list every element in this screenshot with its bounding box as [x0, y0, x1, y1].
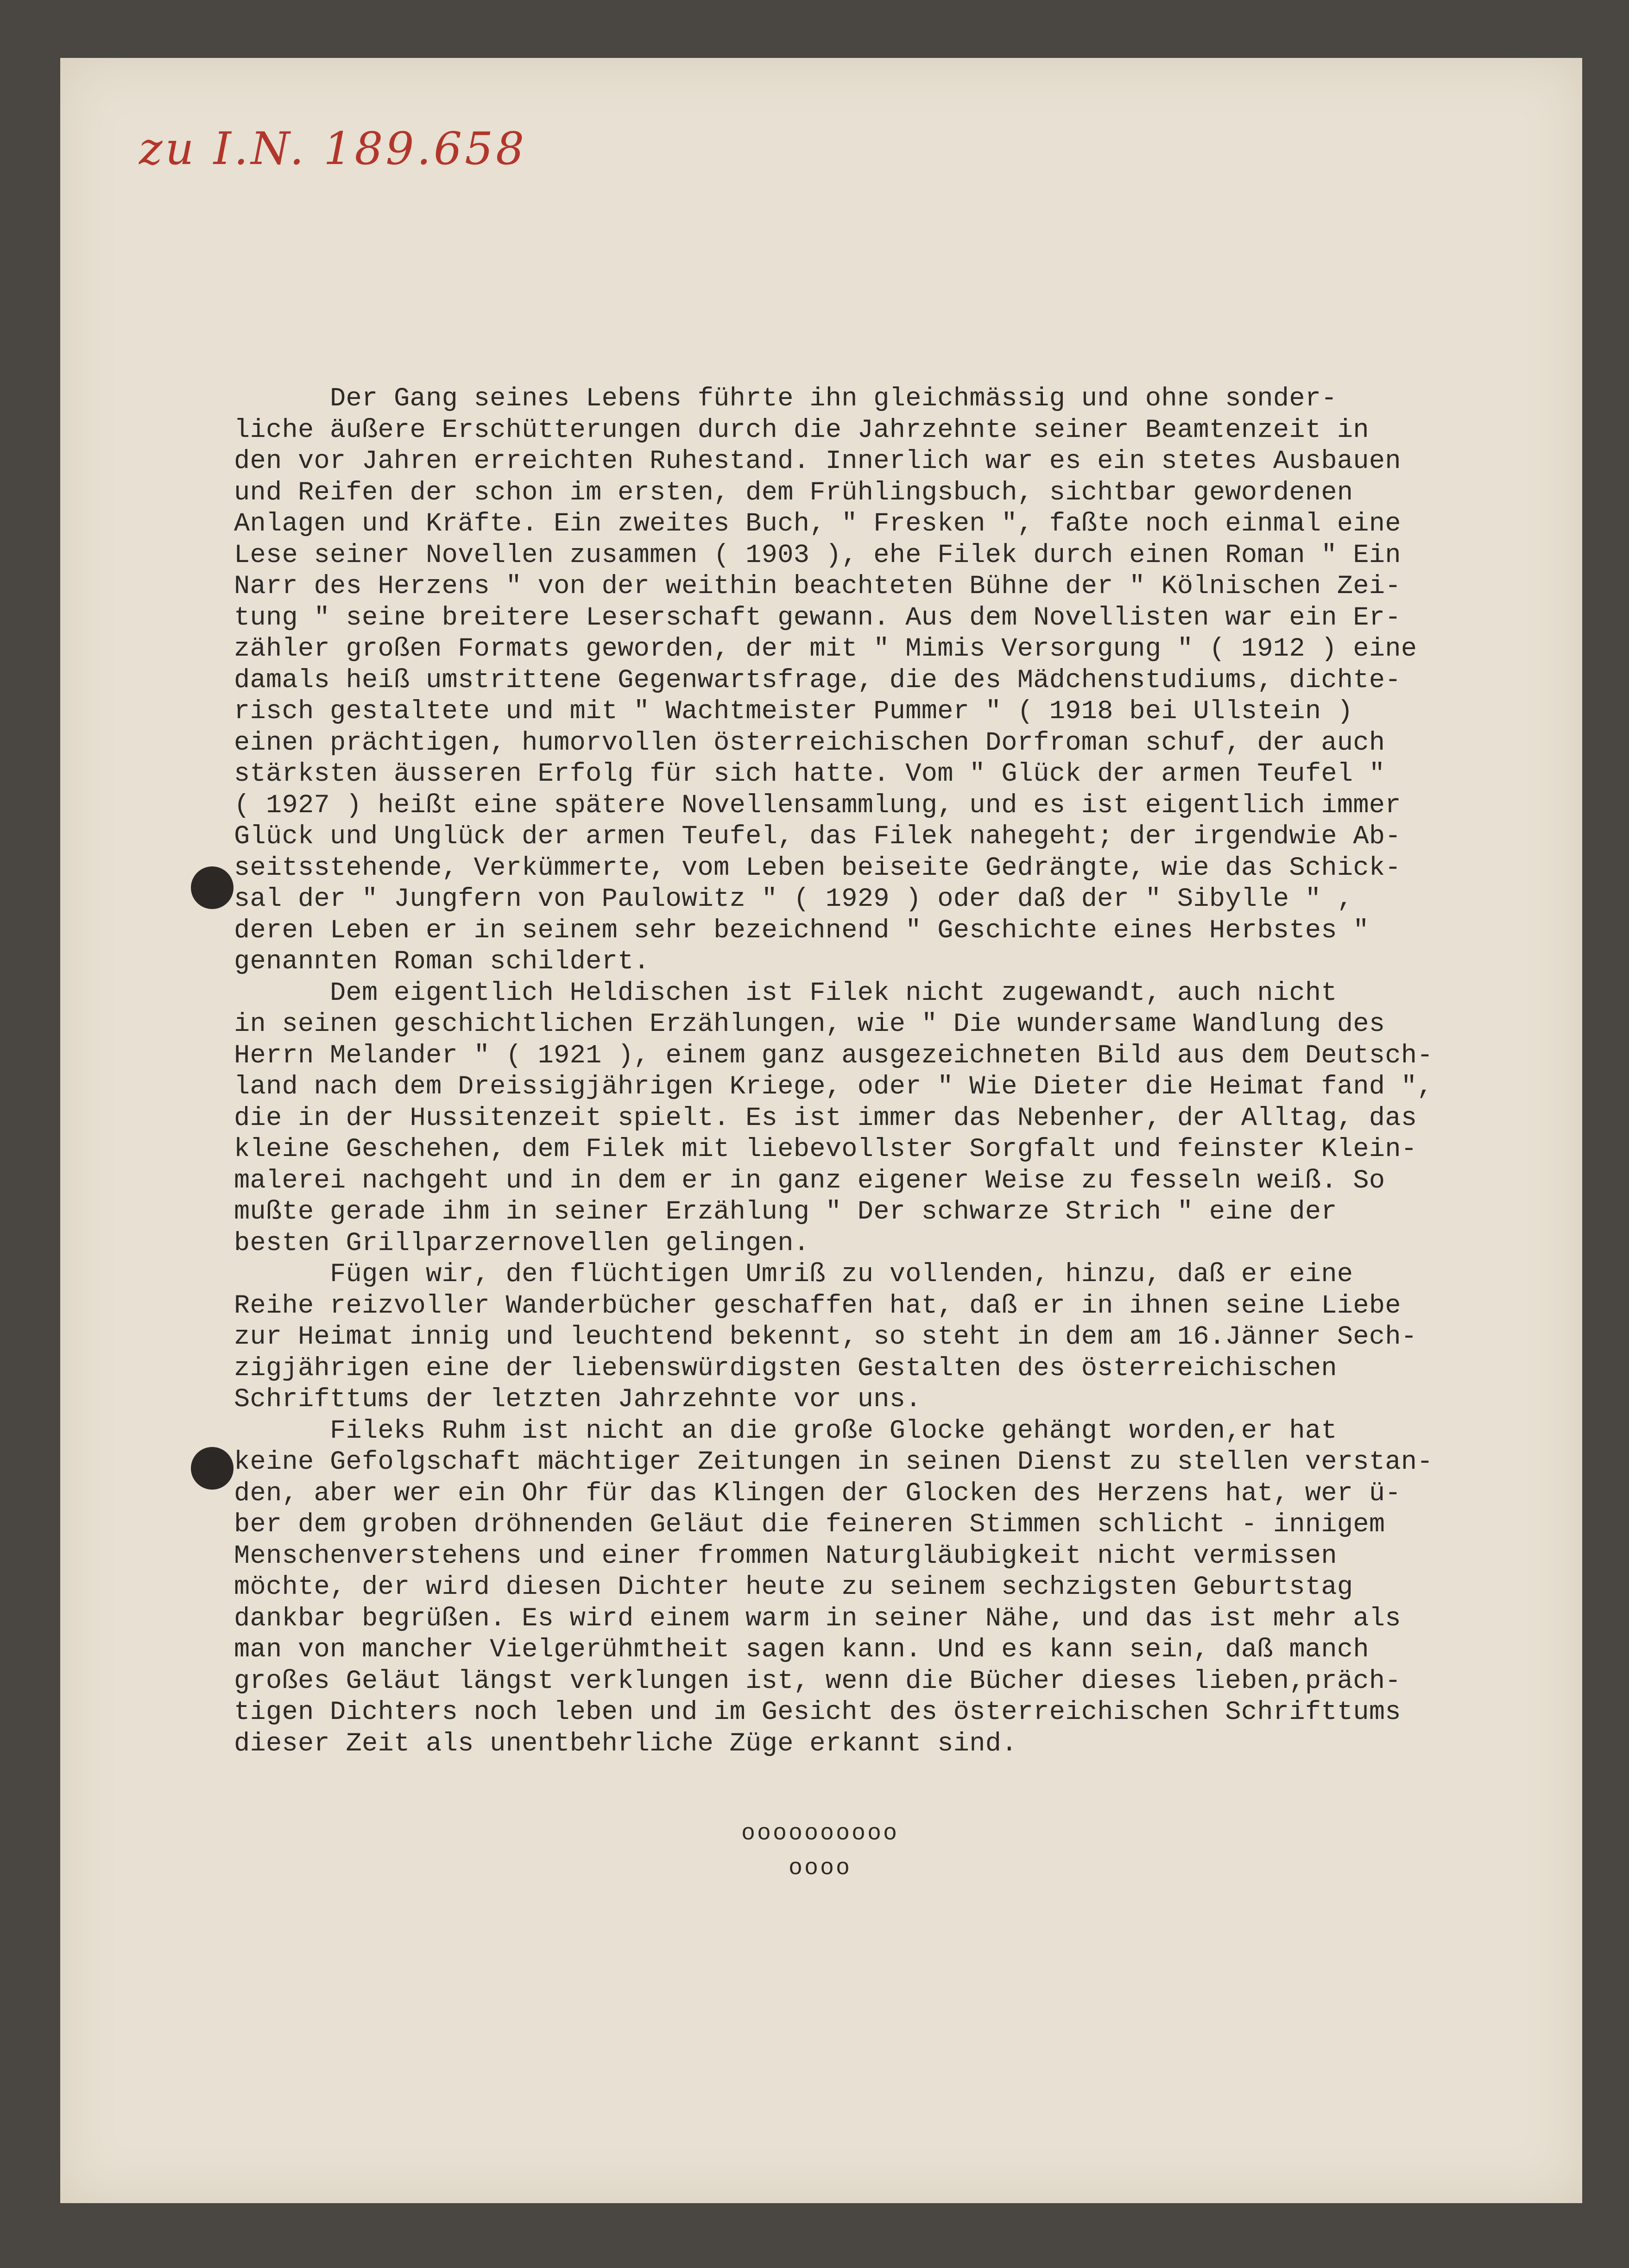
- text-line: man von mancher Vielgerühmtheit sagen kann. Und es kann sein, daß manch: [234, 1635, 1369, 1665]
- text-line: Menschenverstehens und einer frommen Naturgläubigkeit nicht vermissen: [234, 1541, 1337, 1571]
- text-line: seitsstehende, Verkümmerte, vom Leben beiseite Gedrängte, wie das Schick-: [234, 853, 1401, 883]
- text-line: den, aber wer ein Ohr für das Klingen der Glocken des Herzens hat, wer ü-: [234, 1478, 1401, 1509]
- text-line: tigen Dichters noch leben und im Gesicht des österreichischen Schrifttums: [234, 1698, 1401, 1727]
- text-line: Schrifttums der letzten Jahrzehnte vor uns.: [234, 1385, 922, 1415]
- closing-mark-line: oooo: [788, 1855, 852, 1882]
- closing-marks: [723, 1816, 917, 1886]
- punch-hole: [191, 866, 234, 909]
- typed-body-text: [234, 384, 1476, 1760]
- text-line: Lese seiner Novellen zusammen ( 1903 ), ehe Filek durch einen Roman " Ein: [234, 540, 1401, 570]
- handwritten-reference-note: zu I.N. 189.658: [139, 123, 527, 175]
- text-line: Glück und Unglück der armen Teufel, das Filek nahegeht; der irgendwie Ab-: [234, 822, 1401, 852]
- text-line: den vor Jahren erreichten Ruhestand. Innerlich war es ein stetes Ausbauen: [234, 447, 1401, 476]
- text-line: einen prächtigen, humorvollen österreichischen Dorfroman schuf, der auch: [234, 728, 1385, 758]
- text-line: in seinen geschichtlichen Erzählungen, wie " Die wundersame Wandlung des: [234, 1010, 1385, 1039]
- text-line: Anlagen und Kräfte. Ein zweites Buch, " Fresken ", faßte noch einmal eine: [234, 509, 1401, 539]
- text-line: ber dem groben dröhnenden Geläut die feineren Stimmen schlicht - innigem: [234, 1510, 1385, 1540]
- text-line: genannten Roman schildert.: [234, 947, 650, 977]
- text-line: liche äußere Erschütterungen durch die Jahrzehnte seiner Beamtenzeit in: [234, 415, 1369, 445]
- text-line: besten Grillparzernovellen gelingen.: [234, 1228, 810, 1258]
- text-line: mußte gerade ihm in seiner Erzählung " Der schwarze Strich " eine der: [234, 1197, 1337, 1227]
- text-line: möchte, der wird diesen Dichter heute zu seinem sechzigsten Geburtstag: [234, 1573, 1353, 1602]
- text-line: Der Gang seines Lebens führte ihn gleichmässig und ohne sonder-: [234, 384, 1337, 414]
- text-line: malerei nachgeht und in dem er in ganz eigener Weise zu fesseln weiß. So: [234, 1166, 1385, 1196]
- text-line: kleine Geschehen, dem Filek mit liebevollster Sorgfalt und feinster Klein-: [234, 1135, 1417, 1164]
- text-line: deren Leben er in seinem sehr bezeichnend " Geschichte eines Herbstes ": [234, 916, 1369, 946]
- text-line: risch gestaltete und mit " Wachtmeister Pummer " ( 1918 bei Ullstein ): [234, 697, 1353, 727]
- text-line: ( 1927 ) heißt eine spätere Novellensammlung, und es ist eigentlich immer: [234, 790, 1401, 821]
- closing-mark-line: oooooooooo: [741, 1820, 899, 1847]
- text-line: tung " seine breitere Leserschaft gewann. Aus dem Novellisten war ein Er-: [234, 603, 1401, 633]
- text-line: zähler großen Formats geworden, der mit " Mimis Versorgung " ( 1912 ) eine: [234, 634, 1417, 664]
- text-line: zur Heimat innig und leuchtend bekennt, so steht in dem am 16.Jänner Sech-: [234, 1322, 1417, 1352]
- text-line: keine Gefolgschaft mächtiger Zeitungen in seinen Dienst zu stellen verstan-: [234, 1447, 1433, 1477]
- text-line: zigjährigen eine der liebenswürdigsten Gestalten des österreichischen: [234, 1353, 1337, 1384]
- text-line: Narr des Herzens " von der weithin beachteten Bühne der " Kölnischen Zei-: [234, 572, 1401, 601]
- text-line: Herrn Melander " ( 1921 ), einem ganz ausgezeichneten Bild aus dem Deutsch-: [234, 1041, 1433, 1071]
- text-line: dieser Zeit als unentbehrliche Züge erkannt sind.: [234, 1729, 1017, 1759]
- text-line: sal der " Jungfern von Paulowitz " ( 1929 ) oder daß der " Sibylle " ,: [234, 884, 1353, 914]
- text-line: großes Geläut längst verklungen ist, wenn die Bücher dieses lieben,präch-: [234, 1666, 1401, 1696]
- text-line: Fügen wir, den flüchtigen Umriß zu vollenden, hinzu, daß er eine: [234, 1260, 1353, 1289]
- punch-hole: [191, 1447, 234, 1490]
- text-line: stärksten äusseren Erfolg für sich hatte. Vom " Glück der armen Teufel ": [234, 759, 1385, 789]
- text-line: die in der Hussitenzeit spielt. Es ist immer das Nebenher, der Alltag, das: [234, 1103, 1417, 1133]
- text-line: damals heiß umstrittene Gegenwartsfrage, die des Mädchenstudiums, dichte-: [234, 665, 1401, 695]
- text-line: Fileks Ruhm ist nicht an die große Glocke gehängt worden,er hat: [234, 1416, 1337, 1446]
- text-line: und Reifen der schon im ersten, dem Frühlingsbuch, sichtbar gewordenen: [234, 478, 1353, 508]
- text-line: Reihe reizvoller Wanderbücher geschaffen hat, daß er in ihnen seine Liebe: [234, 1291, 1401, 1321]
- text-line: land nach dem Dreissigjährigen Kriege, oder " Wie Dieter die Heimat fand ",: [234, 1072, 1433, 1102]
- text-line: dankbar begrüßen. Es wird einem warm in seiner Nähe, und das ist mehr als: [234, 1604, 1401, 1634]
- text-line: Dem eigentlich Heldischen ist Filek nicht zugewandt, auch nicht: [234, 978, 1337, 1008]
